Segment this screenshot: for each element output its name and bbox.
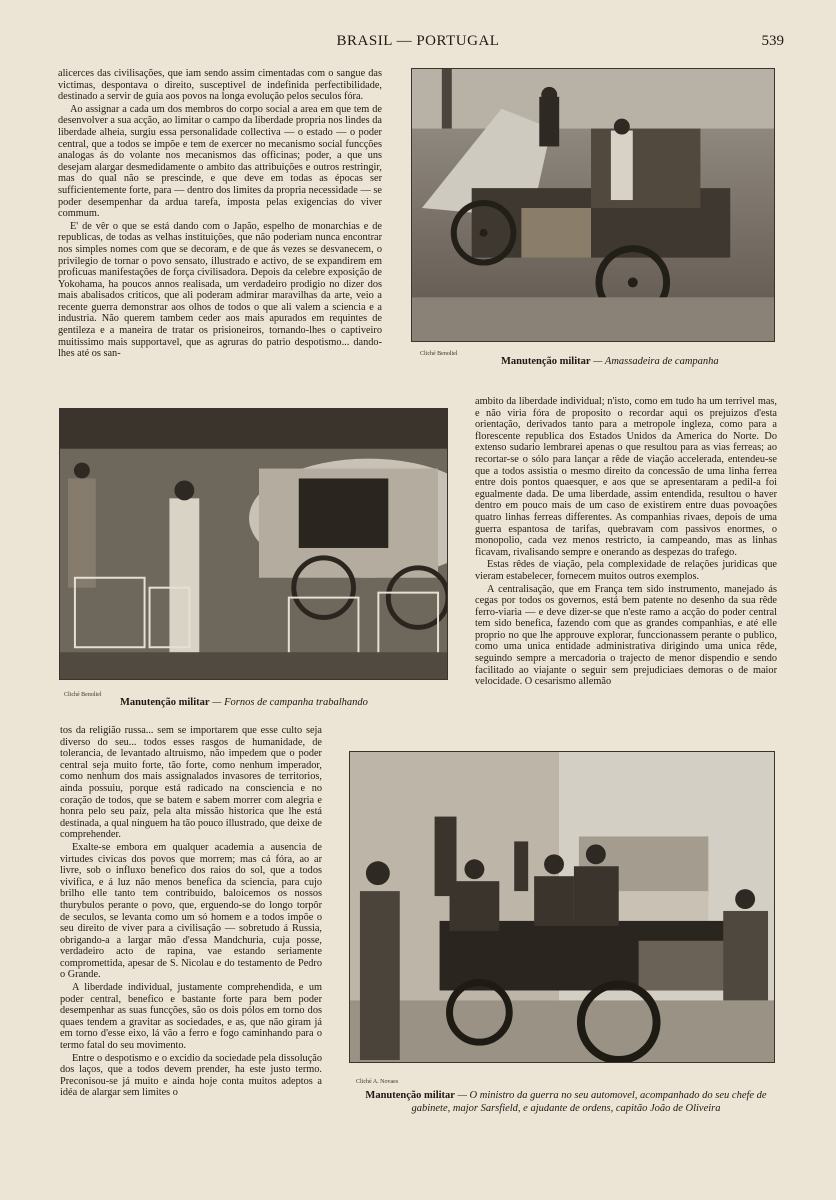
paragraph: ambito da liberdade individual; n'isto, como em tudo ha um terrivel mas, e não viria fóra de proposito o recordar aqui os prejuizos d'esta orientação, derivados tanto para a metropole ingleza, como para a florescente republica dos Estados Unidos da America do Norte. Do extenso sudario lembrarei apenas o que resultou para as vias ferreas; ao recortar-se o sólo para lançar a rêde de viação accelerada, entendeu-se que a todos assistia o mesmo direito da concessão de uma linha ferrea entre dois pontos quaesquer, e aos que se apresentaram a pedil-a foi egualmente dada. De uma liberdade, assim entendida, resultou o haver dentro em pouco mais de um caso de existirem entre duas povoações quatro linhas ferreas differentes. As companhias rivaes, depois de uma guerra espantosa de tarifas, quebravam com passivos enormes, o monopolio, cada vez menos restricto, ia campeando, mas as linhas ficavam, rivalisando sempre e onerando as despezas do trafego. (475, 396, 777, 558)
page-header: BRASIL — PORTUGAL (336, 33, 500, 49)
caption-text: — Amassadeira de campanha (593, 356, 719, 367)
photo-minister-automobile (349, 751, 775, 1063)
paragraph: E' de vêr o que se está dando com o Japão, espelho de monarchias e de republicas, de todas as velhas instituições, que não poderiam nunca encontrar nos simples nomes com que se decoram, e de que ás vezes se desvanecem, o privilegio de tornar o povo sensato, illustrado e activo, de se expandirem em proficuas manifestações de força civilisadora. Depois da celebre exposição de Yokohama, ha poucos annos realisada, um verdadeiro prodigio no dizer dos mais abalisados criticos, que ali poderam admirar maravilhas da arte, veio a recente guerra demonstrar aos olhos de todos o que ali valem a sciencia e a industria. Não querem tambem ceder aos mais apurados em requintes de gentileza e a maneira de tratar os prisioneiros, tornando-lhes o captiveiro muitissimo mais supportavel, que as agruras do patrio despotismo... dando-lhes até os san- (58, 220, 382, 360)
photo-credit: Cliché Benoliel (64, 692, 102, 698)
photo-credit: Cliché A. Novaes (356, 1079, 399, 1085)
caption-label: Manutenção militar (365, 1090, 455, 1101)
photo-caption (352, 1089, 780, 1115)
article-column-top-left (58, 68, 382, 374)
paragraph: Entre o despotismo e o excidio da sociedade pela dissolução dos laços, que a todos devem prender, ha este justo termo. Preconisou-se já muito e ainda hoje conta muitos adeptos a idéa de alargar sem limites o (60, 1052, 322, 1099)
paragraph: tos da religião russa... sem se importarem que esse culto seja diverso do seu... todos esses rasgos de humanidade, de tolerancia, de levantado altruismo, não impedem que o poder central seja muito forte, tão forte, como nenhum imperador, como nenhum dos mais assignalados invasores de territorios, ainda possuiu, porque está radicado na consciencia e no coração de todos, que se batem e sabem morrer com alegria e honra pelo seu paiz, pela alta missão historica que lhe está destinada, a qual ninguem ha tão pouco illustrado, que deixe de comprehender. (60, 725, 322, 841)
caption-text: — Fornos de campanha trabalhando (212, 697, 368, 708)
paragraph: A centralisação, que em França tem sido instrumento, manejado ás cegas por todos os governos, está bem patente no desenho da sua rêde ferro-viaria — e deve dizer-se que n'este ramo a acção do poder central tem sido benefica, fazendo com que as grandes companhias, e até elle proprio no que lhe approuve explorar, funccionassem perante o publico, como uma unica entidade administrativa dirigindo uma unica rêde, seguindo sempre a mercadoria o trajecto de menor dispendio e sendo facilitado ao viajante o seguir sem prejudiciaes demoras o de maior velocidade. O cesarismo allemão (475, 583, 777, 688)
page-number: 539 (761, 33, 784, 49)
photo-kneading-machine (411, 68, 775, 342)
paragraph: Estas rêdes de viação, pela complexidade de relações juridicas que vieram estabelecer, fornecem muitos outros exemplos. (475, 559, 777, 582)
article-column-bottom-left (60, 725, 322, 1115)
photo-caption (120, 696, 450, 709)
photo-credit: Cliché Benoliel (420, 351, 458, 357)
article-column-middle-right (475, 396, 777, 708)
paragraph: Ao assignar a cada um dos membros do corpo social a area em que tem de desenvolver a sua acção, ao limitar o campo da liberdade propria nos lindes da liberdade alheia, surgiu essa personalidade collectiva — o estado — o poder central, que a todos se impõe e tem de exercer no mecanismo social funcções analogas ás do volante nos mecanismos das officinas; poder, a que uns desejam alargar desmedidamente o ambito das attribuições e outros restringir, mas do qual não se prescinde, e que deve em todas as épocas ser sufficientemente forte, para — dentro dos limites da propria necessidade — se poder desempenhar da ardua tarefa, imposta pelas exigencias do viver commum. (58, 103, 382, 220)
photo-caption (501, 355, 781, 368)
paragraph: Exalte-se embora em qualquer academia a ausencia de virtudes civicas dos povos que morrem; mas cá fóra, ao ar livre, sob o influxo benefico dos raios do sol, que a todos vivifica, e á luz não menos benefica da sciencia, para cujo brilho elle tanto tem contribuido, baloicemos os nossos thurybulos perante o povo, que, erguendo-se do longo torpôr de seculos, se levanta como um só homem e a todos impõe o seu direito de viver para a civilisação — sobretudo á Russia, obrigando-a a largar mão d'essa Mandchuria, cuja posse, verdadeiro acto de rapina, vae estando seriamente compromettida, apesar de S. Nicolau e do testamento de Pedro o Grande. (60, 841, 322, 981)
photo-field-ovens (59, 408, 448, 680)
caption-text: — O ministro da guerra no seu automovel, acompanhado do seu chefe de gabinete, major Sarsfield, e ajudante de ordens, capitão João de Oliveira (411, 1090, 767, 1114)
caption-label: Manutenção militar (120, 697, 210, 708)
paragraph: A liberdade individual, justamente comprehendida, e um poder central, benefico e bastante forte para bem poder desempenhar as suas funcções, são os dois pólos em torno dos quaes tendem a gravitar as sociedades, e as, que não giram já em torno d'esse eixo, lá vão a ferro e fogo caminhando para o termo fatal do seu movimento. (60, 982, 322, 1052)
paragraph: alicerces das civilisações, que iam sendo assim cimentadas com o sangue das victimas, despontava o direito, susceptivel de indefinida perfectibilidade, destinado a servir de guia aos povos na longa evolução pelos seculos fóra. (58, 68, 382, 103)
caption-label: Manutenção militar (501, 356, 591, 367)
